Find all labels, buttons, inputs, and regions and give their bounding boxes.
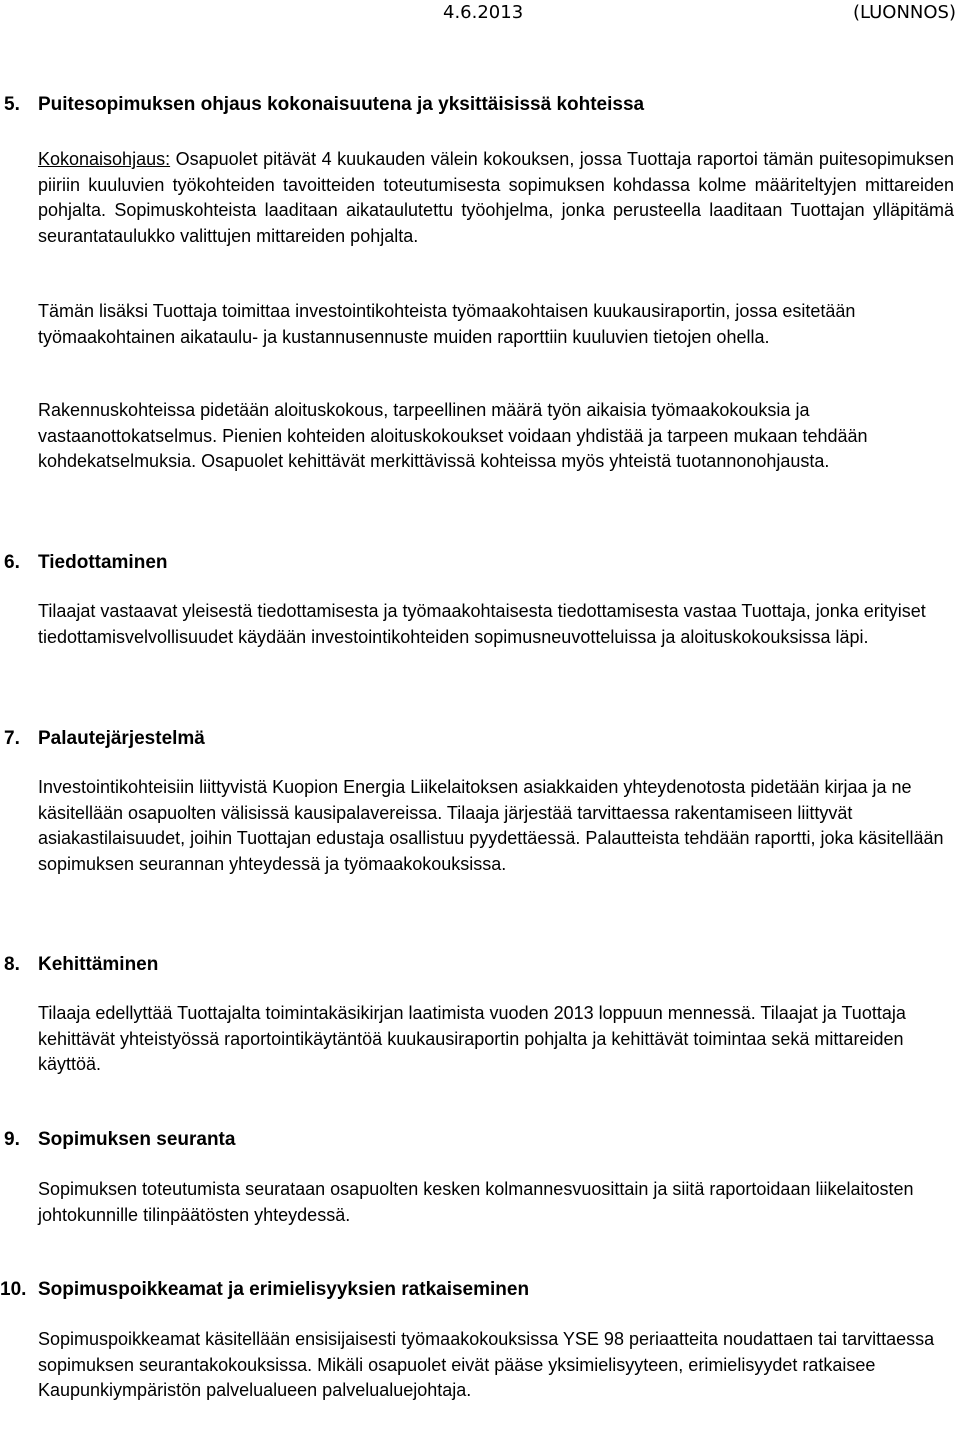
lead-label: Kokonaisohjaus: — [38, 149, 171, 169]
header-date: 4.6.2013 — [443, 2, 524, 23]
page-header — [0, 2, 960, 28]
section-number: 7. — [4, 728, 20, 749]
section-number: 10. — [0, 1279, 27, 1300]
section-9-paragraph-1: Sopimuksen toteutumista seurataan osapuolten kesken kolmannesvuosittain ja siitä raportoidaan liikelaitosten johtokunnille tilinpäätösten yhteydessä. — [38, 1179, 914, 1225]
section-5-paragraph-2: Tämän lisäksi Tuottaja toimittaa investointikohteista työmaakohtaisen kuukausiraportin, jossa esitetään työmaakohtainen aikataulu- ja kustannusennuste muiden raporttiin kuuluvien tietojen ohella. — [38, 301, 856, 347]
section-8-paragraph-1: Tilaaja edellyttää Tuottajalta toimintakäsikirjan laatimista vuoden 2013 loppuun mennessä. Tilaajat ja Tuottaja kehittävät yhteistyössä raportointikäytäntöä kuukausiraportin pohjalta ja kehittävät toimintaa sekä mittareiden käyttöä. — [38, 1003, 906, 1074]
section-title: Palautejärjestelmä — [38, 728, 205, 749]
section-number: 9. — [4, 1129, 20, 1150]
section-10-paragraph-1: Sopimuspoikkeamat käsitellään ensisijaisesti työmaakokouksissa YSE 98 periaatteita noudattaen tai tarvittaessa sopimuksen seurantakokouksissa. Mikäli osapuolet eivät pääse yksimielisyyteen, erimielisyydet ratkaisee Kaupunkiympäristön palvelualueen palvelualuejohtaja. — [38, 1329, 935, 1400]
section-title: Sopimuksen seuranta — [38, 1129, 236, 1150]
section-5-paragraph-3: Rakennuskohteissa pidetään aloituskokous, tarpeellinen määrä työn aikaisia työmaakokouksia ja vastaanottokatselmus. Pienien kohteiden aloituskokoukset voidaan yhdistää ja tarpeen mukaan tehdään kohdekatselmuksia. Osapuolet kehittävät merkittävissä kohteissa myös yhteistä tuotannonohjausta. — [38, 400, 868, 471]
section-5-paragraph-1 — [38, 147, 954, 249]
section-title: Kehittäminen — [38, 954, 159, 975]
section-title: Puitesopimuksen ohjaus kokonaisuutena ja yksittäisissä kohteissa — [38, 94, 645, 115]
section-6-paragraph-1: Tilaajat vastaavat yleisestä tiedottamisesta ja työmaakohtaisesta tiedottamisesta vastaa Tuottaja, jonka erityiset tiedottamisvelvollisuudet käydään investointikohteiden sopimusneuvotteluissa ja aloituskokouksissa läpi. — [38, 601, 926, 647]
section-number: 6. — [4, 552, 20, 573]
paragraph-text: Osapuolet pitävät 4 kuukauden välein kokouksen, jossa Tuottaja raportoi tämän puitesopimuksen piiriin kuuluvien työkohteiden tavoitteiden toteutumisesta sopimuksen kohdassa kolme määriteltyjen mittareiden pohjalta. Sopimuskohteista laaditaan aikataulutettu työohjelma, jonka perusteella laaditaan Tuottajan ylläpitämä seurantataulukko valittujen mittareiden pohjalta. — [38, 149, 954, 246]
section-title: Sopimuspoikkeamat ja erimielisyyksien ratkaiseminen — [38, 1279, 530, 1300]
header-status: (LUONNOS) — [852, 2, 956, 23]
section-number: 5. — [4, 94, 20, 115]
section-7-paragraph-1: Investointikohteisiin liittyvistä Kuopion Energia Liikelaitoksen asiakkaiden yhteydenotosta pidetään kirjaa ja ne käsitellään osapuolten välisissä kausipalavereissa. Tilaaja järjestää tarvittaessa rakentamiseen liittyvät asiakastilaisuudet, joihin Tuottajan edustaja osallistuu pyydettäessä. Palautteista tehdään raportti, joka käsitellään sopimuksen seurannan yhteydessä ja työmaakokouksissa. — [38, 777, 944, 874]
section-title: Tiedottaminen — [38, 552, 168, 573]
section-number: 8. — [4, 954, 20, 975]
